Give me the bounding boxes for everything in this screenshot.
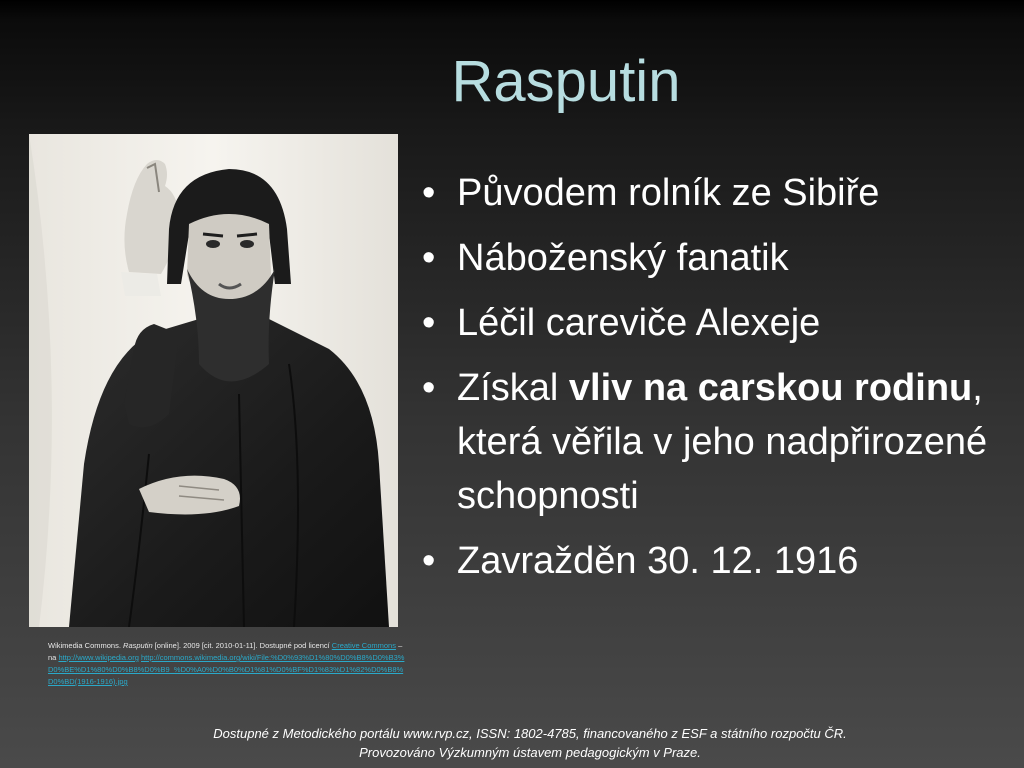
bullet-influence-post: , která věřila v jeho nadpřirozené schopnosti — [457, 367, 988, 517]
slide-title: Rasputin — [451, 49, 681, 114]
photo-citation — [48, 640, 408, 688]
citation-details: [online]. 2009 [cit. 2010-01-11]. Dostupné pod licencí — [152, 641, 332, 650]
citation-on: – na — [48, 641, 403, 662]
commons-file-link[interactable]: http://commons.wikimedia.org/wiki/File:%D0%93%D1%80%D0%B8%D0%B3%D0%BE%D1%80%D0%B8%D0%B9_%D0%A0%D0%B0%D1%81%D0%BF%D1%83%D1%82%D0%B8%D0%BD(1916-1916).jpg — [48, 653, 405, 686]
footer-line-1: Dostupné z Metodického portálu www.rvp.cz, ISSN: 1802-4785, financovaného z ESF a státního rozpočtu ČR. — [213, 726, 847, 741]
citation-work-title: Rasputin — [123, 641, 153, 650]
wikipedia-link[interactable]: http://www.wikipedia.org — [58, 653, 139, 662]
bullet-healing: • Léčil careviče Alexeje — [418, 296, 1008, 350]
bullet-list — [418, 166, 1008, 599]
footer-credits — [120, 724, 940, 762]
license-link[interactable]: Creative Commons — [331, 641, 396, 650]
footer-line-2: Provozováno Výzkumným ústavem pedagogickým v Praze. — [359, 745, 701, 760]
bullet-fanatic: • Náboženský fanatik — [418, 231, 1008, 285]
bullet-influence — [418, 361, 1008, 523]
bullet-murder: • Zavražděn 30. 12. 1916 — [418, 534, 1008, 588]
bullet-influence-pre: Získal — [457, 367, 569, 409]
bullet-influence-bold: vliv na carskou rodinu — [568, 367, 973, 409]
citation-source: Wikimedia Commons. — [48, 641, 121, 650]
rasputin-portrait-photo — [29, 134, 398, 627]
bullet-origin: • Původem rolník ze Sibiře — [418, 166, 1008, 220]
